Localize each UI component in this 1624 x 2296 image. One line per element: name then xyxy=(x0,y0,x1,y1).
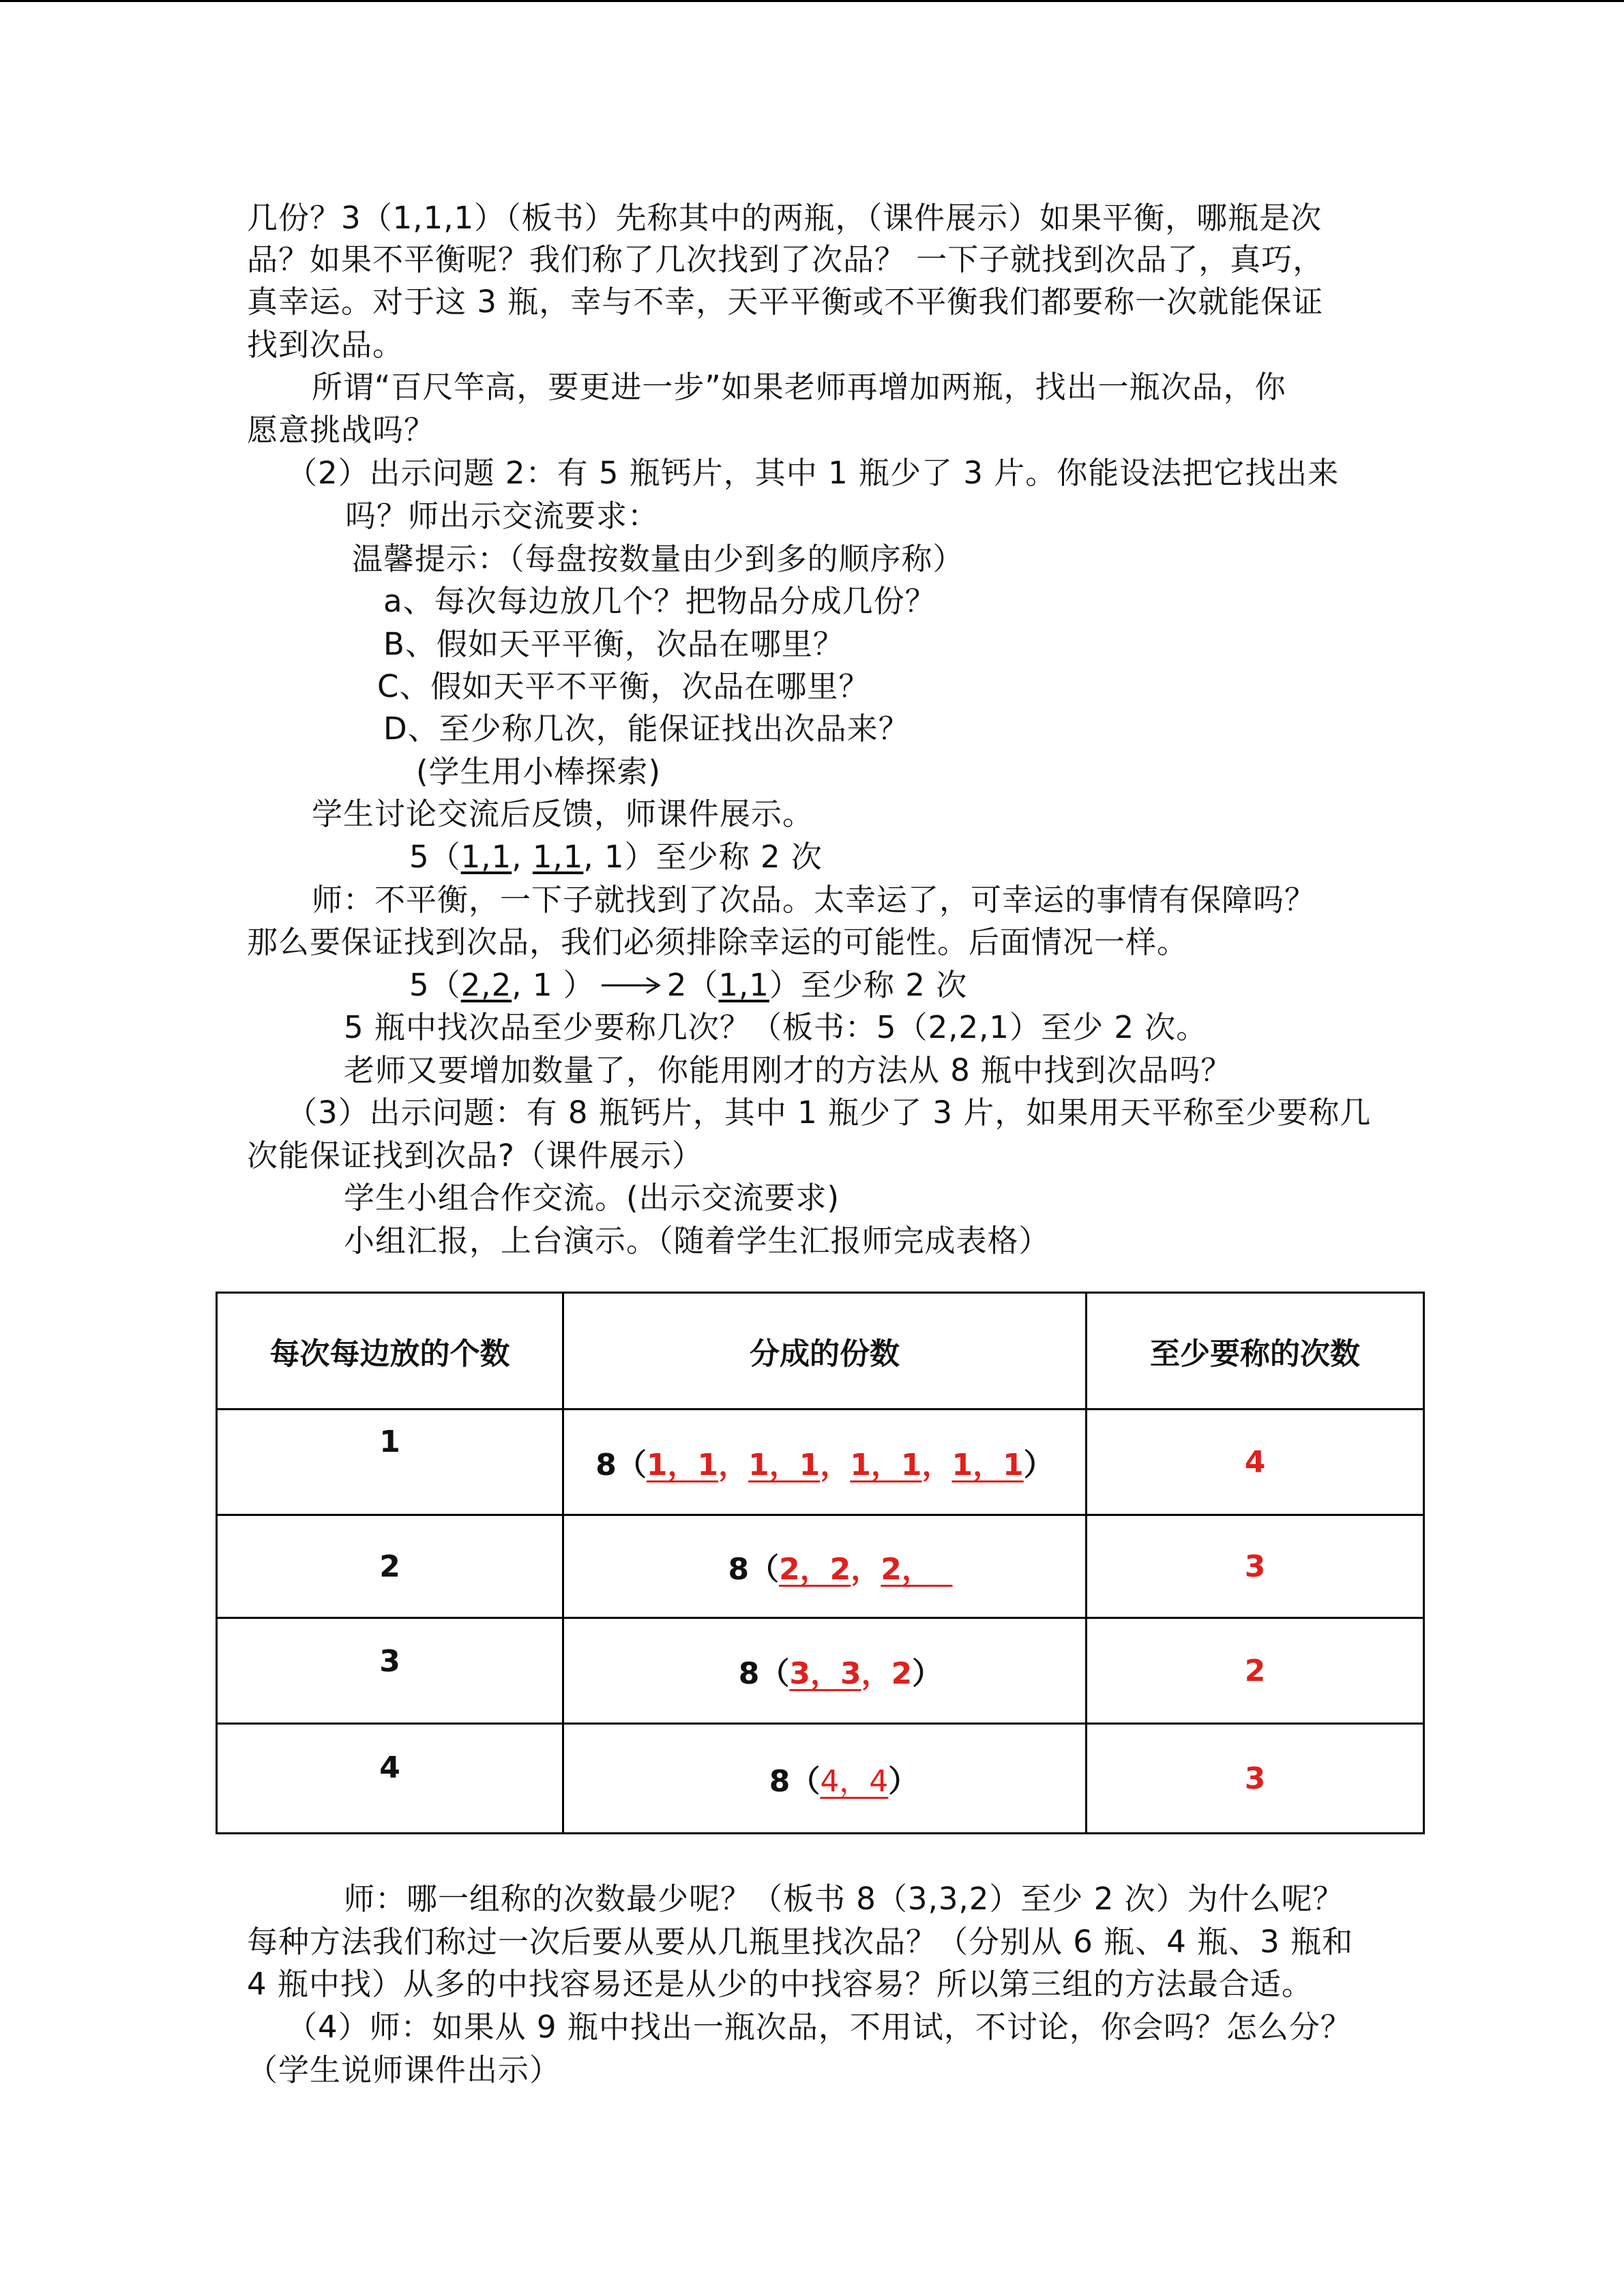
parts-joiner: ， xyxy=(851,1552,881,1587)
header-parts: 分成的份数 xyxy=(563,1293,1087,1410)
text-line: （学生说师课件出示） xyxy=(247,2052,561,2088)
text-line: 5 瓶中找次品至少要称几次？（板书：5（2,2,1）至少 2 次。 xyxy=(344,1009,1208,1045)
text-line: 几份？3（1,1,1）（板书）先称其中的两瓶，（课件展示）如果平衡，哪瓶是次 xyxy=(247,200,1323,236)
expression-5-split xyxy=(409,837,823,878)
cell-per-side xyxy=(217,1618,563,1724)
expr-prefix: 5（ xyxy=(409,967,461,1003)
text-line: 每种方法我们称过一次后要从要从几瓶里找次品？（分别从 6 瓶、4 瓶、3 瓶和 xyxy=(247,1924,1354,1960)
parts-suffix: ） xyxy=(912,1656,943,1691)
cell-per-side xyxy=(217,1724,563,1834)
cell-times: 3 xyxy=(1087,1515,1424,1618)
text-line: 吗？师出示交流要求： xyxy=(345,498,660,534)
cell-times: 2 xyxy=(1087,1618,1424,1724)
text-line: C、假如天平不平衡，次品在哪里？ xyxy=(377,668,870,704)
parts-group: 1，1 xyxy=(748,1448,821,1482)
parts-joiner: ， xyxy=(718,1448,749,1482)
per-side-value: 4 xyxy=(379,1750,400,1785)
text-line: （2）出示问题 2：有 5 瓶钙片，其中 1 瓶少了 3 片。你能设法把它找出来 xyxy=(286,455,1340,491)
text-line: D、至少称几次，能保证找出次品来？ xyxy=(383,711,910,747)
top-border-line xyxy=(0,0,1624,2)
header-times: 至少要称的次数 xyxy=(1087,1293,1424,1410)
expression-5-to-2 xyxy=(409,965,967,1006)
parts-prefix: 8（ xyxy=(595,1448,647,1482)
cell-per-side xyxy=(217,1515,563,1618)
table-row xyxy=(217,1410,1424,1515)
parts-group: 2， xyxy=(881,1552,932,1587)
expr-sep: , xyxy=(512,839,533,875)
expr-group: 2,2 xyxy=(460,967,512,1003)
text-line: 小组汇报，上台演示。（随着学生汇报师完成表格） xyxy=(344,1223,1050,1259)
text-line: 那么要保证找到次品，我们必须排除幸运的可能性。后面情况一样。 xyxy=(247,924,1189,960)
parts-group: 1，1 xyxy=(850,1448,922,1482)
parts-group: 1，1 xyxy=(646,1448,719,1482)
text-line: 次能保证找到次品?（课件展示） xyxy=(247,1137,703,1174)
parts-joiner: ， xyxy=(861,1656,891,1691)
cell-parts xyxy=(563,1724,1087,1834)
expr-mid: 2（ xyxy=(666,967,719,1003)
parts-prefix: 8（ xyxy=(769,1764,821,1799)
expr-sep: , 1 ） xyxy=(512,967,595,1003)
parts-group: 2 xyxy=(891,1656,913,1691)
expr-group: 1,1 xyxy=(718,967,769,1003)
text-line: a、每次每边放几个？把物品分成几份？ xyxy=(383,583,936,619)
text-line: B、假如天平平衡，次品在哪里？ xyxy=(383,626,844,662)
parts-prefix: 8（ xyxy=(728,1552,780,1587)
expr-suffix: 至少称 2 次 xyxy=(655,839,823,875)
text-line: （3）出示问题：有 8 瓶钙片，其中 1 瓶少了 3 片，如果用天平称至少要称几 xyxy=(286,1094,1372,1131)
expr-prefix: 5（ xyxy=(409,839,461,875)
text-line: 老师又要增加数量了，你能用刚才的方法从 8 瓶中找到次品吗？ xyxy=(344,1052,1232,1088)
parts-group: 4，4 xyxy=(820,1764,889,1799)
text-line: 学生讨论交流后反馈，师课件展示。 xyxy=(312,796,814,832)
text-line: 所谓“百尺竿高，要更进一步”如果老师再增加两瓶，找出一瓶次品，你 xyxy=(312,369,1286,405)
parts-suffix: ） xyxy=(888,1764,919,1799)
per-side-value: 3 xyxy=(379,1643,400,1679)
text-line: (学生用小棒探索) xyxy=(416,754,662,790)
header-per-side: 每次每边放的个数 xyxy=(217,1293,563,1410)
table-row xyxy=(217,1618,1424,1724)
cell-per-side xyxy=(217,1410,563,1515)
cell-times: 4 xyxy=(1087,1410,1424,1515)
text-line: 愿意挑战吗？ xyxy=(247,412,436,448)
parts-suffix: ） xyxy=(1023,1448,1054,1482)
parts-prefix: 8（ xyxy=(738,1656,790,1691)
text-line: （4）师：如果从 9 瓶中找出一瓶次品，不用试，不讨论，你会吗？怎么分？ xyxy=(286,2009,1352,2045)
per-side-value: 2 xyxy=(379,1549,400,1584)
text-line: 学生小组合作交流。(出示交流要求) xyxy=(344,1180,840,1216)
table-row xyxy=(217,1724,1424,1834)
text-line: 找到次品。 xyxy=(247,327,404,363)
text-line: 品？如果不平衡呢？我们称了几次找到了次品？ 一下子就找到次品了，真巧， xyxy=(247,241,1325,278)
parts-group: 2，2 xyxy=(779,1552,851,1587)
expr-group: 1,1 xyxy=(460,839,512,875)
weighing-table xyxy=(216,1292,1425,1834)
text-line: 真幸运。对于这 3 瓶，幸与不幸，天平平衡或不平衡我们都要称一次就能保证 xyxy=(247,284,1324,320)
cell-parts: 8（1，1，1，1，1，1，1，1） xyxy=(563,1410,1087,1515)
parts-group: 3，3 xyxy=(789,1656,861,1691)
per-side-value: 1 xyxy=(379,1424,400,1459)
arrow-right-icon xyxy=(595,965,667,1006)
parts-group: 1，1 xyxy=(951,1448,1024,1482)
cell-times: 3 xyxy=(1087,1724,1424,1834)
cell-parts xyxy=(563,1618,1087,1724)
text-line: 师：哪一组称的次数最少呢？（板书 8（3,3,2）至少 2 次）为什么呢？ xyxy=(344,1881,1344,1917)
text-line: 师：不平衡，一下子就找到了次品。太幸运了，可幸运的事情有保障吗？ xyxy=(312,882,1316,918)
text-line: 温馨提示：（每盘按数量由少到多的顺序称） xyxy=(352,541,964,577)
expr-suffix: ）至少称 2 次 xyxy=(769,967,968,1003)
table-header-row xyxy=(217,1293,1424,1410)
text-line: 4 瓶中找）从多的中找容易还是从少的中找容易？所以第三组的方法最合适。 xyxy=(247,1966,1313,2002)
expr-sep: , 1） xyxy=(583,839,656,875)
table-row xyxy=(217,1515,1424,1618)
cell-parts xyxy=(563,1515,1087,1618)
expr-group: 1,1 xyxy=(532,839,584,875)
